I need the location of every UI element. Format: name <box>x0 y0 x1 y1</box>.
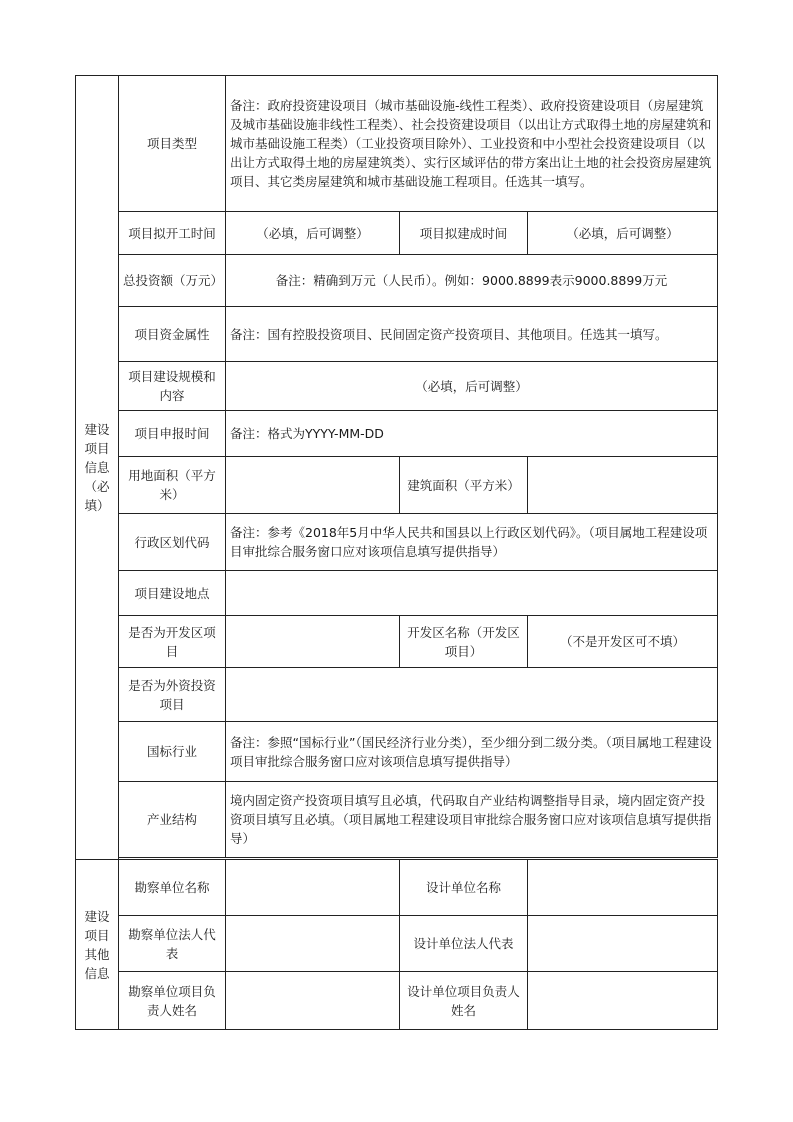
row-dev-zone <box>76 616 718 668</box>
row-total-investment <box>76 255 718 307</box>
design-lead-field[interactable] <box>528 972 718 1030</box>
dev-zone-name-label: 开发区名称（开发区项目） <box>400 616 528 668</box>
total-investment-label: 总投资额（万元） <box>119 255 226 307</box>
section-basic-label: 建设项目信息（必填） <box>76 76 119 860</box>
row-location <box>76 571 718 616</box>
survey-name-field[interactable] <box>226 860 400 916</box>
row-schedule <box>76 212 718 255</box>
fund-attribute-field[interactable]: 备注：国有控股投资项目、民间固定资产投资项目、其他项目。任选其一填写。 <box>226 307 718 362</box>
start-time-field[interactable]: （必填，后可调整） <box>226 212 400 255</box>
end-time-field[interactable]: （必填，后可调整） <box>528 212 718 255</box>
location-label: 项目建设地点 <box>119 571 226 616</box>
end-time-label: 项目拟建成时间 <box>400 212 528 255</box>
project-info-table <box>75 75 718 1030</box>
structure-label: 产业结构 <box>119 782 226 858</box>
industry-label: 国标行业 <box>119 722 226 782</box>
design-name-label: 设计单位名称 <box>400 860 528 916</box>
survey-rep-field[interactable] <box>226 916 400 972</box>
row-scale-content <box>76 362 718 411</box>
row-structure <box>76 782 718 858</box>
row-project-type <box>76 76 718 212</box>
design-lead-label: 设计单位项目负责人姓名 <box>400 972 528 1030</box>
scale-content-label: 项目建设规模和内容 <box>119 362 226 411</box>
row-unit-leads <box>76 972 718 1030</box>
row-industry <box>76 722 718 782</box>
row-unit-names <box>76 860 718 916</box>
row-foreign <box>76 668 718 722</box>
project-type-note[interactable]: 备注：政府投资建设项目（城市基础设施-线性工程类）、政府投资建设项目（房屋建筑及城市基础设施非线性工程类）、社会投资建设项目（以出让方式取得土地的房屋建筑和城市基础设施工程类）（工业投资项目除外）、工业投资和中小型社会投资建设项目（以出让方式取得土地的房屋建筑类）、实行区域评估的带方案出让土地的社会投资房屋建筑项目、其它类房屋建筑和城市基础设施工程项目。任选其一填写。 <box>226 76 718 212</box>
start-time-label: 项目拟开工时间 <box>119 212 226 255</box>
row-apply-time <box>76 411 718 457</box>
survey-name-label: 勘察单位名称 <box>119 860 226 916</box>
foreign-label: 是否为外资投资项目 <box>119 668 226 722</box>
scale-content-field[interactable]: （必填，后可调整） <box>226 362 718 411</box>
industry-field[interactable]: 备注：参照“国标行业”（国民经济行业分类），至少细分到二级分类。（项目属地工程建设项目审批综合服务窗口应对该项信息填写提供指导） <box>226 722 718 782</box>
survey-lead-label: 勘察单位项目负责人姓名 <box>119 972 226 1030</box>
land-area-label: 用地面积（平方米） <box>119 457 226 514</box>
row-area <box>76 457 718 514</box>
row-unit-reps <box>76 916 718 972</box>
dev-zone-field[interactable] <box>226 616 400 668</box>
design-rep-label: 设计单位法人代表 <box>400 916 528 972</box>
row-region-code <box>76 514 718 571</box>
row-fund-attribute <box>76 307 718 362</box>
fund-attribute-label: 项目资金属性 <box>119 307 226 362</box>
dev-zone-label: 是否为开发区项目 <box>119 616 226 668</box>
survey-rep-label: 勘察单位法人代表 <box>119 916 226 972</box>
foreign-field[interactable] <box>226 668 718 722</box>
apply-time-field[interactable]: 备注：格式为YYYY-MM-DD <box>226 411 718 457</box>
section-other-label: 建设项目其他信息 <box>76 860 119 1030</box>
location-field[interactable] <box>226 571 718 616</box>
dev-zone-name-field[interactable]: （不是开发区可不填） <box>528 616 718 668</box>
project-type-label: 项目类型 <box>119 76 226 212</box>
survey-lead-field[interactable] <box>226 972 400 1030</box>
build-area-field[interactable] <box>528 457 718 514</box>
design-name-field[interactable] <box>528 860 718 916</box>
land-area-field[interactable] <box>226 457 400 514</box>
total-investment-field[interactable]: 备注：精确到万元（人民币）。例如：9000.8899表示9000.8899万元 <box>226 255 718 307</box>
apply-time-label: 项目申报时间 <box>119 411 226 457</box>
design-rep-field[interactable] <box>528 916 718 972</box>
structure-field[interactable]: 境内固定资产投资项目填写且必填，代码取自产业结构调整指导目录，境内固定资产投资项目填写且必填。（项目属地工程建设项目审批综合服务窗口应对该项信息填写提供指导） <box>226 782 718 858</box>
region-code-label: 行政区划代码 <box>119 514 226 571</box>
build-area-label: 建筑面积（平方米） <box>400 457 528 514</box>
region-code-field[interactable]: 备注：参考《2018年5月中华人民共和国县以上行政区划代码》。（项目属地工程建设项目审批综合服务窗口应对该项信息填写提供指导） <box>226 514 718 571</box>
